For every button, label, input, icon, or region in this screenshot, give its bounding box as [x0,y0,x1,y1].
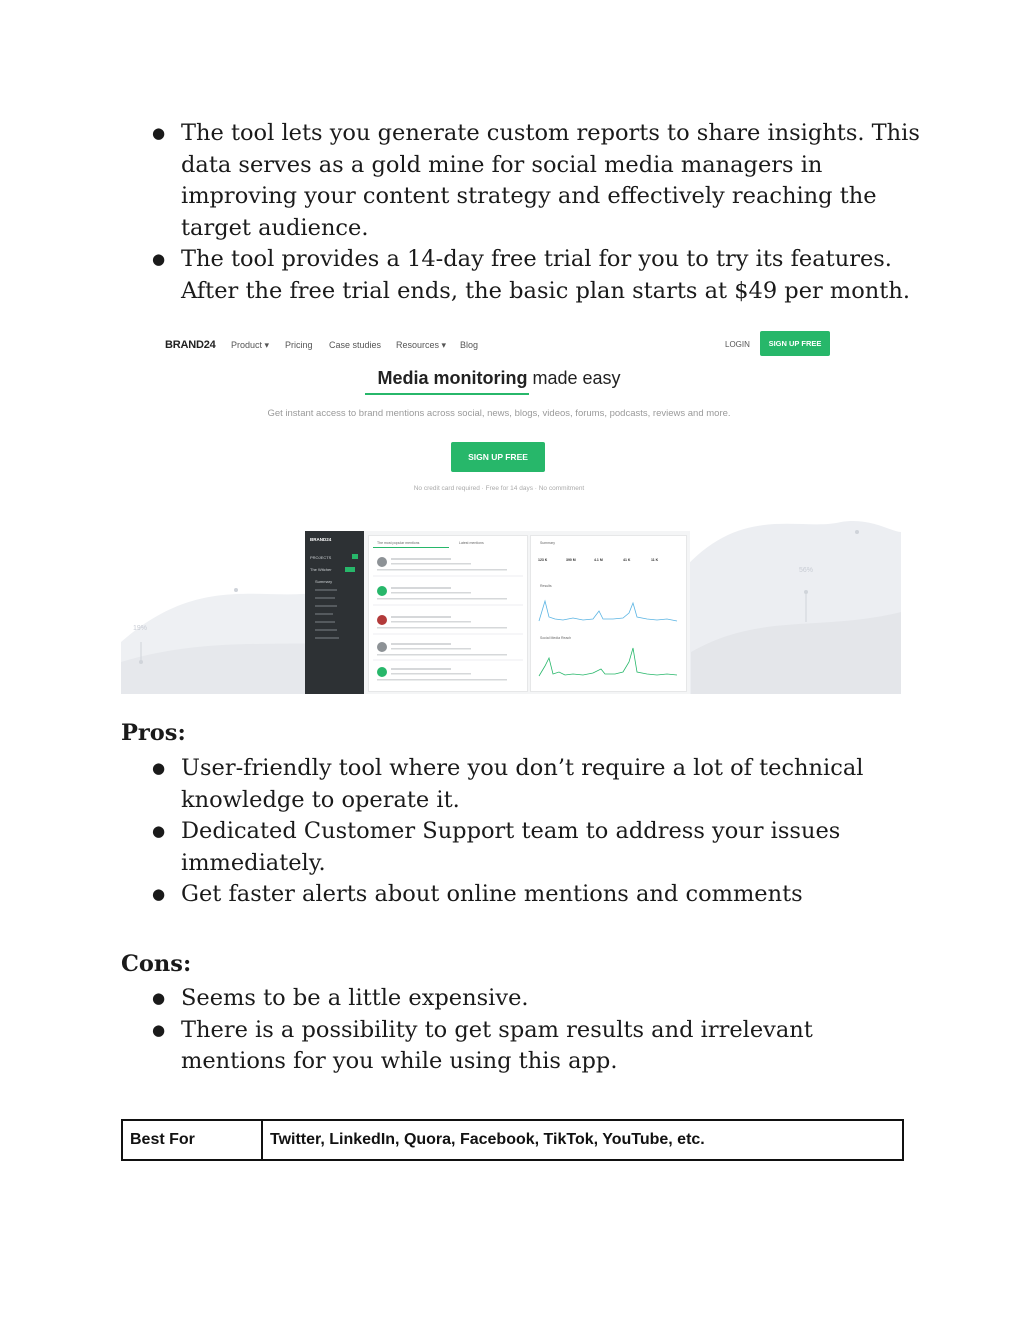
dashboard-logo: BRAND24 [310,537,332,542]
add-project-icon [352,554,358,559]
projects-label: PROJECTS [310,555,332,560]
nav-signup-button[interactable]: SIGN UP FREE [760,331,830,356]
project-name: The Witcher [310,567,332,572]
reach-chart-title: Social Media Reach [540,636,572,640]
hero-title-bold: Media monitoring [377,368,528,388]
pros-heading: Pros: [121,720,186,746]
cons-heading: Cons: [121,951,192,977]
floating-percent-label: 56% [799,567,814,574]
cons-item: ● Seems to be a little expensive. [0,983,921,1015]
bullet-item: ● The tool provides a 14-day free trial for you to try its features. After the free trial ends, the basic plan starts at $49 per month. [0,244,921,307]
stat-value: 41 K [623,558,631,562]
hero-subtitle: Get instant access to brand mentions across social, news, blogs, videos, forums, podcasts, reviews and more. [267,408,731,419]
brand-logo[interactable]: BRAND24 [165,339,216,351]
mentions-panel [368,535,528,692]
cons-list [0,983,921,1078]
results-chart-title: Results [540,584,552,588]
brand24-screenshot [121,322,901,694]
site-navbar [121,336,901,358]
dashboard-preview [305,531,690,694]
pros-list [0,753,921,911]
nav-item-case-studies[interactable]: Case studies [329,340,382,350]
stat-value: 390 M [566,558,576,562]
hero-title [121,368,877,389]
pros-item: ● Get faster alerts about online mentions and comments [0,879,921,911]
project-badge [345,567,355,572]
pros-item: ● User-friendly tool where you don’t require a lot of technical knowledge to operate it. [0,753,921,816]
tab-popular-mentions[interactable]: The most popular mentions [377,541,420,545]
reach-line-chart [537,644,682,680]
login-link[interactable]: LOGIN [725,340,750,349]
floating-percent-label: 19% [133,625,148,632]
best-for-label: Best For [122,1120,262,1160]
nav-item-blog[interactable]: Blog [460,340,479,350]
tab-latest-mentions[interactable]: Latest mentions [459,541,484,545]
nav-item-resources[interactable]: Resources ▾ [396,340,447,350]
summary-panel [530,535,687,692]
best-for-table [121,1119,904,1161]
dashboard-sidebar [305,531,364,694]
mention-list [369,550,527,690]
feature-bullet-list [0,118,921,307]
best-for-value: Twitter, LinkedIn, Quora, Facebook, TikTok, YouTube, etc. [262,1120,903,1160]
hero-title-light: made easy [527,368,621,388]
nav-item-pricing[interactable]: Pricing [285,340,313,350]
cons-item: ● There is a possibility to get spam results and irrelevant mentions for you while using this app. [0,1015,921,1078]
nav-item-product[interactable]: Product ▾ [231,340,270,350]
hero-title-underline [365,393,529,395]
results-line-chart [537,591,682,627]
stat-value: 4.1 M [594,558,603,562]
summary-title: Summary [540,541,555,545]
table-row [122,1120,903,1160]
sidebar-summary: Summary [315,579,333,584]
stat-value: 123 K [538,558,548,562]
hero-note: No credit card required · Free for 14 days · No commitment [413,485,585,492]
hero-signup-button[interactable]: SIGN UP FREE [451,442,545,472]
pros-item: ● Dedicated Customer Support team to address your issues immediately. [0,816,921,879]
bullet-item: ● The tool lets you generate custom reports to share insights. This data serves as a gold mine for social media managers in improving your content strategy and effectively reaching the target audience. [0,118,921,244]
stat-value: 11 K [651,558,659,562]
